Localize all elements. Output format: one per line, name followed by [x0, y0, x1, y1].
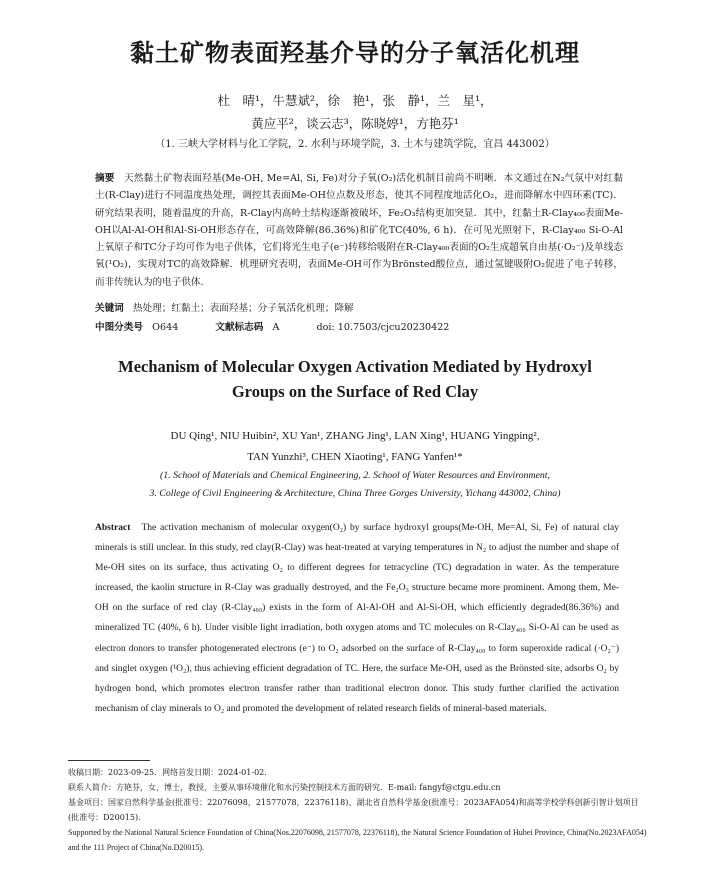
chinese-abstract-label: 摘要	[95, 173, 115, 184]
english-abstract-label: Abstract	[95, 523, 131, 533]
chinese-title: 黏土矿物表面羟基介导的分子氧活化机理	[130, 39, 580, 67]
doi[interactable]: doi: 10.7503/cjcu20230422	[316, 322, 450, 333]
class-number-label: 中图分类号	[95, 322, 143, 333]
chinese-authors-line-1: 杜 晴¹，牛慧斌²，徐 艳¹，张 静¹，兰 星¹，	[217, 93, 493, 108]
keywords-label: 关键词	[95, 303, 124, 314]
class-number-value: O644	[152, 322, 179, 333]
chinese-authors-line-2: 黄应平²，谈云志³，陈晓婷¹，方艳芬¹	[251, 116, 459, 131]
english-authors-line-2: TAN Yunzhi³, CHEN Xiaoting¹, FANG Yanfen¹*	[247, 451, 463, 463]
chinese-affiliation: （1. 三峡大学材料与化工学院，2. 水利与环境学院，3. 土木与建筑学院，宜昌 443002）	[155, 139, 555, 150]
english-affiliation-line-2: 3. College of Civil Engineering & Architecture, China Three Gorges University, Yichang 443002, China)	[149, 488, 561, 499]
chinese-abstract	[95, 170, 623, 291]
english-affiliation-line-1: (1. School of Materials and Chemical Engineering, 2. School of Water Resources and Environment,	[160, 470, 550, 481]
received-date: 收稿日期：2023-09-25．网络首发日期：2024-01-02．	[68, 768, 273, 777]
funding-english: Supported by the National Natural Science Foundation of China(Nos.22076098, 21577078, 22376118), the Natural Science Foundation of Hubei Province, China(No.2023AFA054) and the 111 Project of China(No.D20015).	[68, 828, 647, 852]
footnotes	[68, 765, 648, 855]
english-title-line-1: Mechanism of Molecular Oxygen Activation Mediated by Hydroxyl	[118, 357, 592, 376]
keywords-text: 热处理；红黏土；表面羟基；分子氧活化机理；降解	[132, 303, 354, 314]
document-code-label: 文献标志码	[215, 322, 264, 333]
funding-chinese: 基金项目：国家自然科学基金(批准号：22076098，21577078，22376118)、湖北省自然科学基金(批准号：2023AFA054)和高等学校学科创新引智计划项目(批准号：D20015)．	[68, 798, 639, 822]
chinese-abstract-text: 天然黏土矿物表面羟基(Me-OH, Me=Al, Si, Fe)对分子氧(O₂)活化机制目前尚不明晰．本文通过在N₂气氛中对红黏土(R-Clay)进行不同温度热处理，调控其表面Me-OH位点数及形态，使其不同程度地活化O₂，进而降解水中四环素(TC)．研究结果表明，随着温度的升高，R-Clay内高岭土结构逐渐被破坏，Fe₂O₃结构更加突显．其中，红黏土R-Clay₄₀₀表面Me-OH以Al-Al-OH和Al-Si-OH形态存在，可高效降解(86.36%)和矿化TC(40%, 6 h)．在可见光照射下，R-Clay₄₀₀ Si-O-Al上氧原子和TC分子均可作为电子供体，它们将光生电子(e⁻)转移给吸附在R-Clay₄₀₀表面的O₂生成超氧自由基(·O₂⁻)及单线态氧(¹O₂)，实现对TC的高效降解．机理研究表明，表面Me-OH可作为Brönsted酸位点，通过氢键吸附O₂促进了电子转移，而非传统认为的电子供体．	[95, 173, 624, 288]
footnote-divider	[68, 760, 150, 761]
classification-line	[95, 319, 655, 336]
english-authors-line-1: DU Qing¹, NIU Huibin², XU Yan¹, ZHANG Jing¹, LAN Xing¹, HUANG Yingping²,	[170, 430, 540, 442]
english-title	[0, 354, 710, 404]
english-abstract-text: The activation mechanism of molecular oxygen(O₂) by surface hydroxyl groups(Me-OH, Me=Al, Si, Fe) of natural clay minerals is still unclear. In this study, red clay(R-Clay) was heat-treated at varying temperatures in N₂ to adjust the number and shape of Me-OH sites on its surface, thus activating O₂ to different degrees for tetracycline (TC) degradation in water. As the temperature increased, the kaolin structure in R-Clay was gradually destroyed, and the Fe₂O₃ structure became more prominent. Among them, Me-OH on the surface of red clay (R-Clay₄₀₀) exists in the form of Al-Al-OH and Al-Si-OH, which efficiently degraded(86.36%) and mineralized TC (40%, 6 h). Under visible light irradiation, both oxygen atoms and TC molecules on R-Clay₄₀₀ Si-O-Al can be used as electron donors to transfer photogenerated electrons (e⁻) to O₂ adsorbed on the surface of R-Clay₄₀₀ to form superoxide radical (·O₂⁻) and singlet oxygen (¹O₂), thus achieving efficient degradation of TC. Here, the surface Me-OH, used as the Brönsted site, adsorbs O₂ by hydrogen bond, which promotes electron transfer rather than traditional electron donor. This study further clarified the activation mechanism of clay minerals to O₂ and promoted the development of related research fields of mineral-based materials.	[95, 523, 619, 714]
chinese-keywords	[95, 300, 635, 317]
document-code-value: A	[272, 322, 280, 333]
contact-info: 联系人简介：方艳芬，女，博士，教授，主要从事环境催化和水污染控制技术方面的研究．E-mail: fangyf@ctgu.edu.cn	[68, 783, 501, 792]
english-abstract	[95, 518, 619, 719]
english-title-line-2: Groups on the Surface of Red Clay	[231, 382, 479, 401]
